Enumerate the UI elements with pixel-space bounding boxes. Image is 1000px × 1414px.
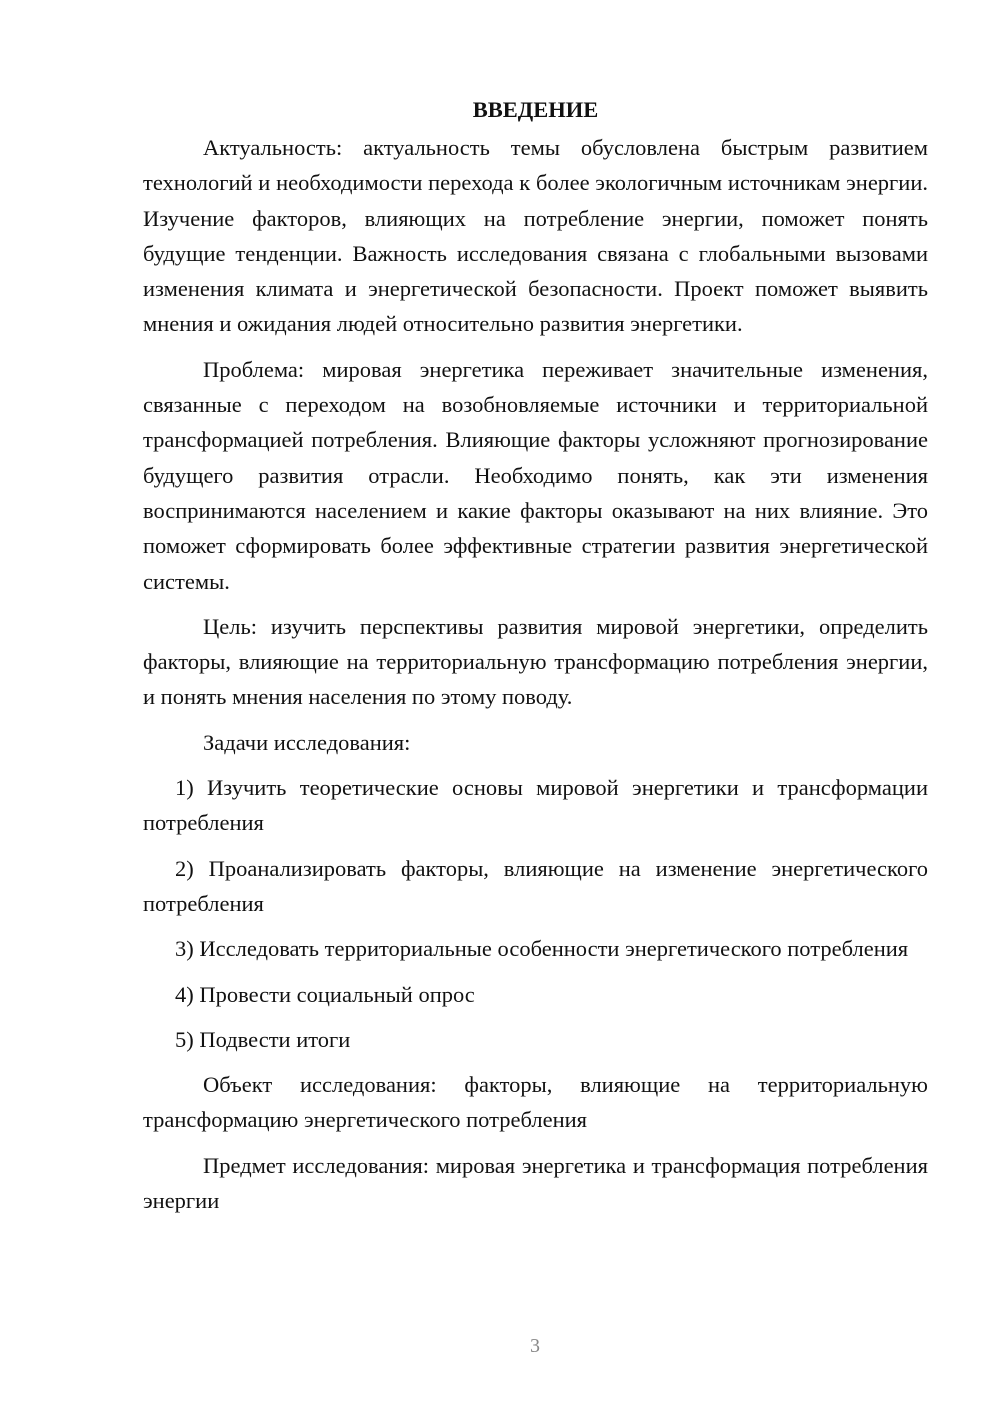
task-item: 3) Исследовать территориальные особенности энергетического потребления <box>175 936 909 962</box>
object-paragraph: Объект исследования: факторы, влияющие на территориальную трансформацию энергетического потребления <box>143 1072 928 1133</box>
subject-paragraph: Предмет исследования: мировая энергетика и трансформация потребления энергии <box>143 1152 928 1214</box>
relevance-paragraph: Актуальность: актуальность темы обусловлена быстрым развитием технологий и необходимости перехода к более экологичным источникам энергии. Изучение факторов, влияющих на потребление энергии, поможет понять будущие тенденции. Важность исследования связана с глобальными вызовами изменения климата и энергетической безопасности. Проект поможет выявить мнения и ожидания людей относительно развития энергетики. <box>143 135 928 337</box>
task-item: 1) Изучить теоретические основы мировой энергетики и трансформации потребления <box>143 775 928 836</box>
task-item: 4) Провести социальный опрос <box>175 981 475 1007</box>
goal-paragraph: Цель: изучить перспективы развития мировой энергетики, определить факторы, влияющие на территориальную трансформацию потребления энергии, и понять мнения населения по этому поводу. <box>143 613 928 710</box>
task-item: 5) Подвести итоги <box>175 1026 351 1052</box>
tasks-list <box>143 770 928 1057</box>
page-number: 3 <box>530 1335 540 1357</box>
page-content <box>143 92 928 1228</box>
task-item: 2) Проанализировать факторы, влияющие на изменение энергетического потребления <box>143 855 928 916</box>
problem-paragraph: Проблема: мировая энергетика переживает значительные изменения, связанные с переходом на возобновляемые источники и территориальной трансформацией потребления. Влияющие факторы усложняют прогнозирование будущего развития отрасли. Необходимо понять, как эти изменения воспринимаются населением и какие факторы оказывают на них влияние. Это поможет сформировать более эффективные стратегии развития энергетической системы. <box>143 356 928 594</box>
tasks-heading: Задачи исследования: <box>203 729 411 755</box>
page-title: ВВЕДЕНИЕ <box>472 97 599 122</box>
